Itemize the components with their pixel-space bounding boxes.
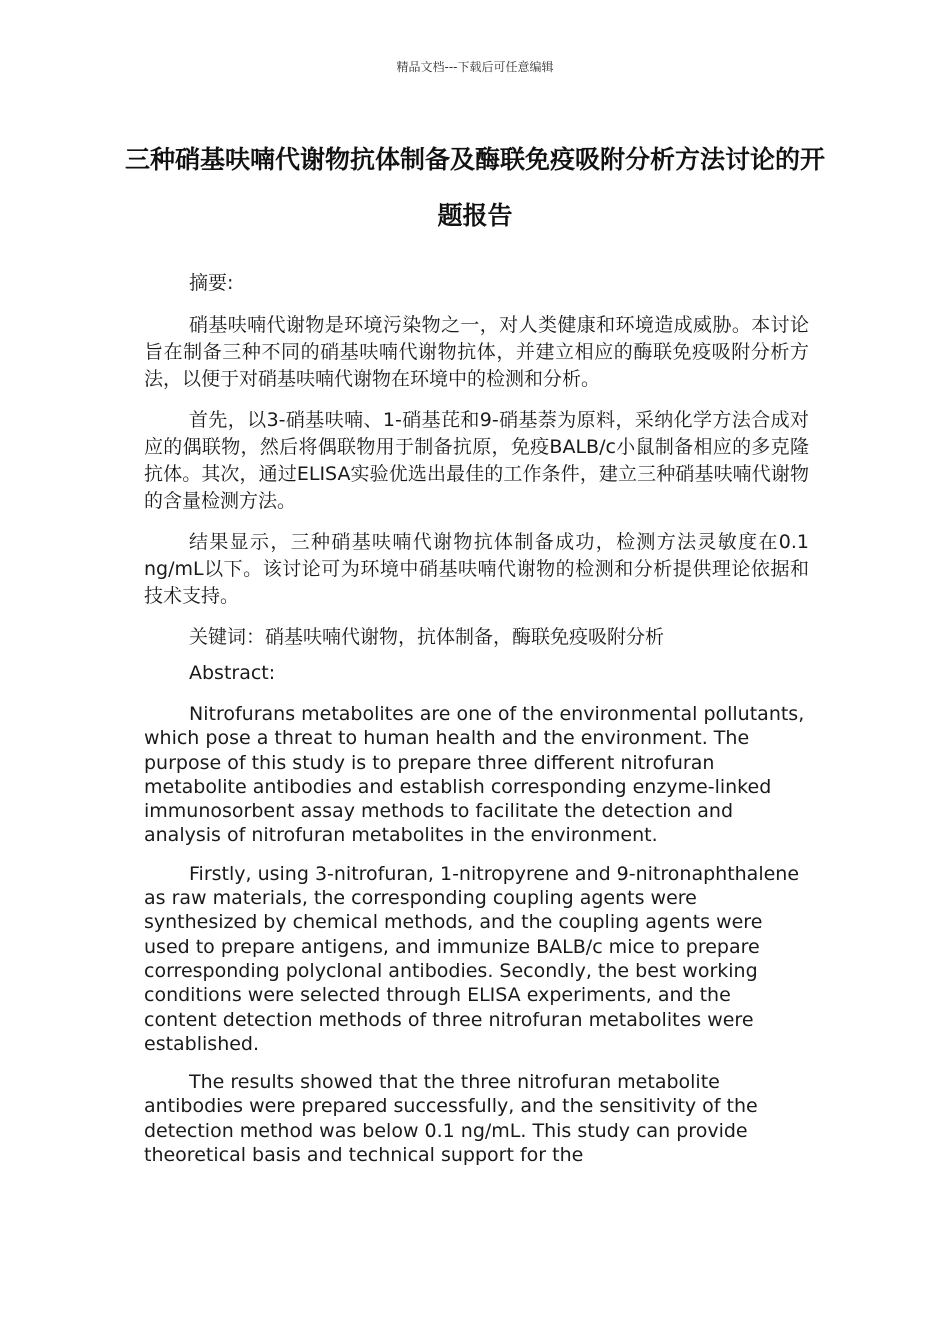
keywords-cn: 关键词：硝基呋喃代谢物，抗体制备，酶联免疫吸附分析 xyxy=(189,626,665,648)
header-note: 精品文档---下载后可任意编辑 xyxy=(396,60,554,74)
abstract-en-label: Abstract: xyxy=(189,662,276,684)
document-title: 三种硝基呋喃代谢物抗体制备及酶联免疫吸附分析方法讨论的开题报告 xyxy=(124,145,825,230)
abstract-en-paragraph-1: Nitrofurans metabolites are one of the environmental pollutants, which pose a threat to human health and the environment. The purpose of this study is to prepare three different nitrofuran metabolite antibodies and establish corresponding enzyme-linked immunosorbent assay methods to facilitate the detection and analysis of nitrofuran metabolites in the environment. xyxy=(144,703,805,847)
abstract-cn-label: 摘要: xyxy=(189,272,234,294)
abstract-en-paragraph-3: The results showed that the three nitrofuran metabolite antibodies were prepared successfully, and the sensitivity of the detection method was below 0.1 ng/mL. This study can provide theoretical basis and technical support for the xyxy=(144,1071,758,1167)
abstract-cn-paragraph-2: 首先，以3-硝基呋喃、1-硝基芘和9-硝基萘为原料，采纳化学方法合成对应的偶联物，然后将偶联物用于制备抗原，免疫BALB/c小鼠制备相应的多克隆抗体。其次，通过ELISA实验优选出最佳的工作条件，建立三种硝基呋喃代谢物的含量检测方法。 xyxy=(144,409,809,512)
abstract-cn-paragraph-3: 结果显示，三种硝基呋喃代谢物抗体制备成功，检测方法灵敏度在0.1 ng/mL以下。该讨论可为环境中硝基呋喃代谢物的检测和分析提供理论依据和技术支持。 xyxy=(144,531,809,607)
abstract-en-paragraph-2: Firstly, using 3-nitrofuran, 1-nitropyrene and 9-nitronaphthalene as raw materials, the corresponding coupling agents were synthesized by chemical methods, and the coupling agents were used to prepare antigens, and immunize BALB/c mice to prepare corresponding polyclonal antibodies. Secondly, the best working conditions were selected through ELISA experiments, and the content detection methods of three nitrofuran metabolites were established. xyxy=(144,862,800,1055)
abstract-cn-paragraph-1: 硝基呋喃代谢物是环境污染物之一，对人类健康和环境造成威胁。本讨论旨在制备三种不同的硝基呋喃代谢物抗体，并建立相应的酶联免疫吸附分析方法，以便于对硝基呋喃代谢物在环境中的检测和分析。 xyxy=(144,314,809,390)
document-body xyxy=(144,270,809,1181)
